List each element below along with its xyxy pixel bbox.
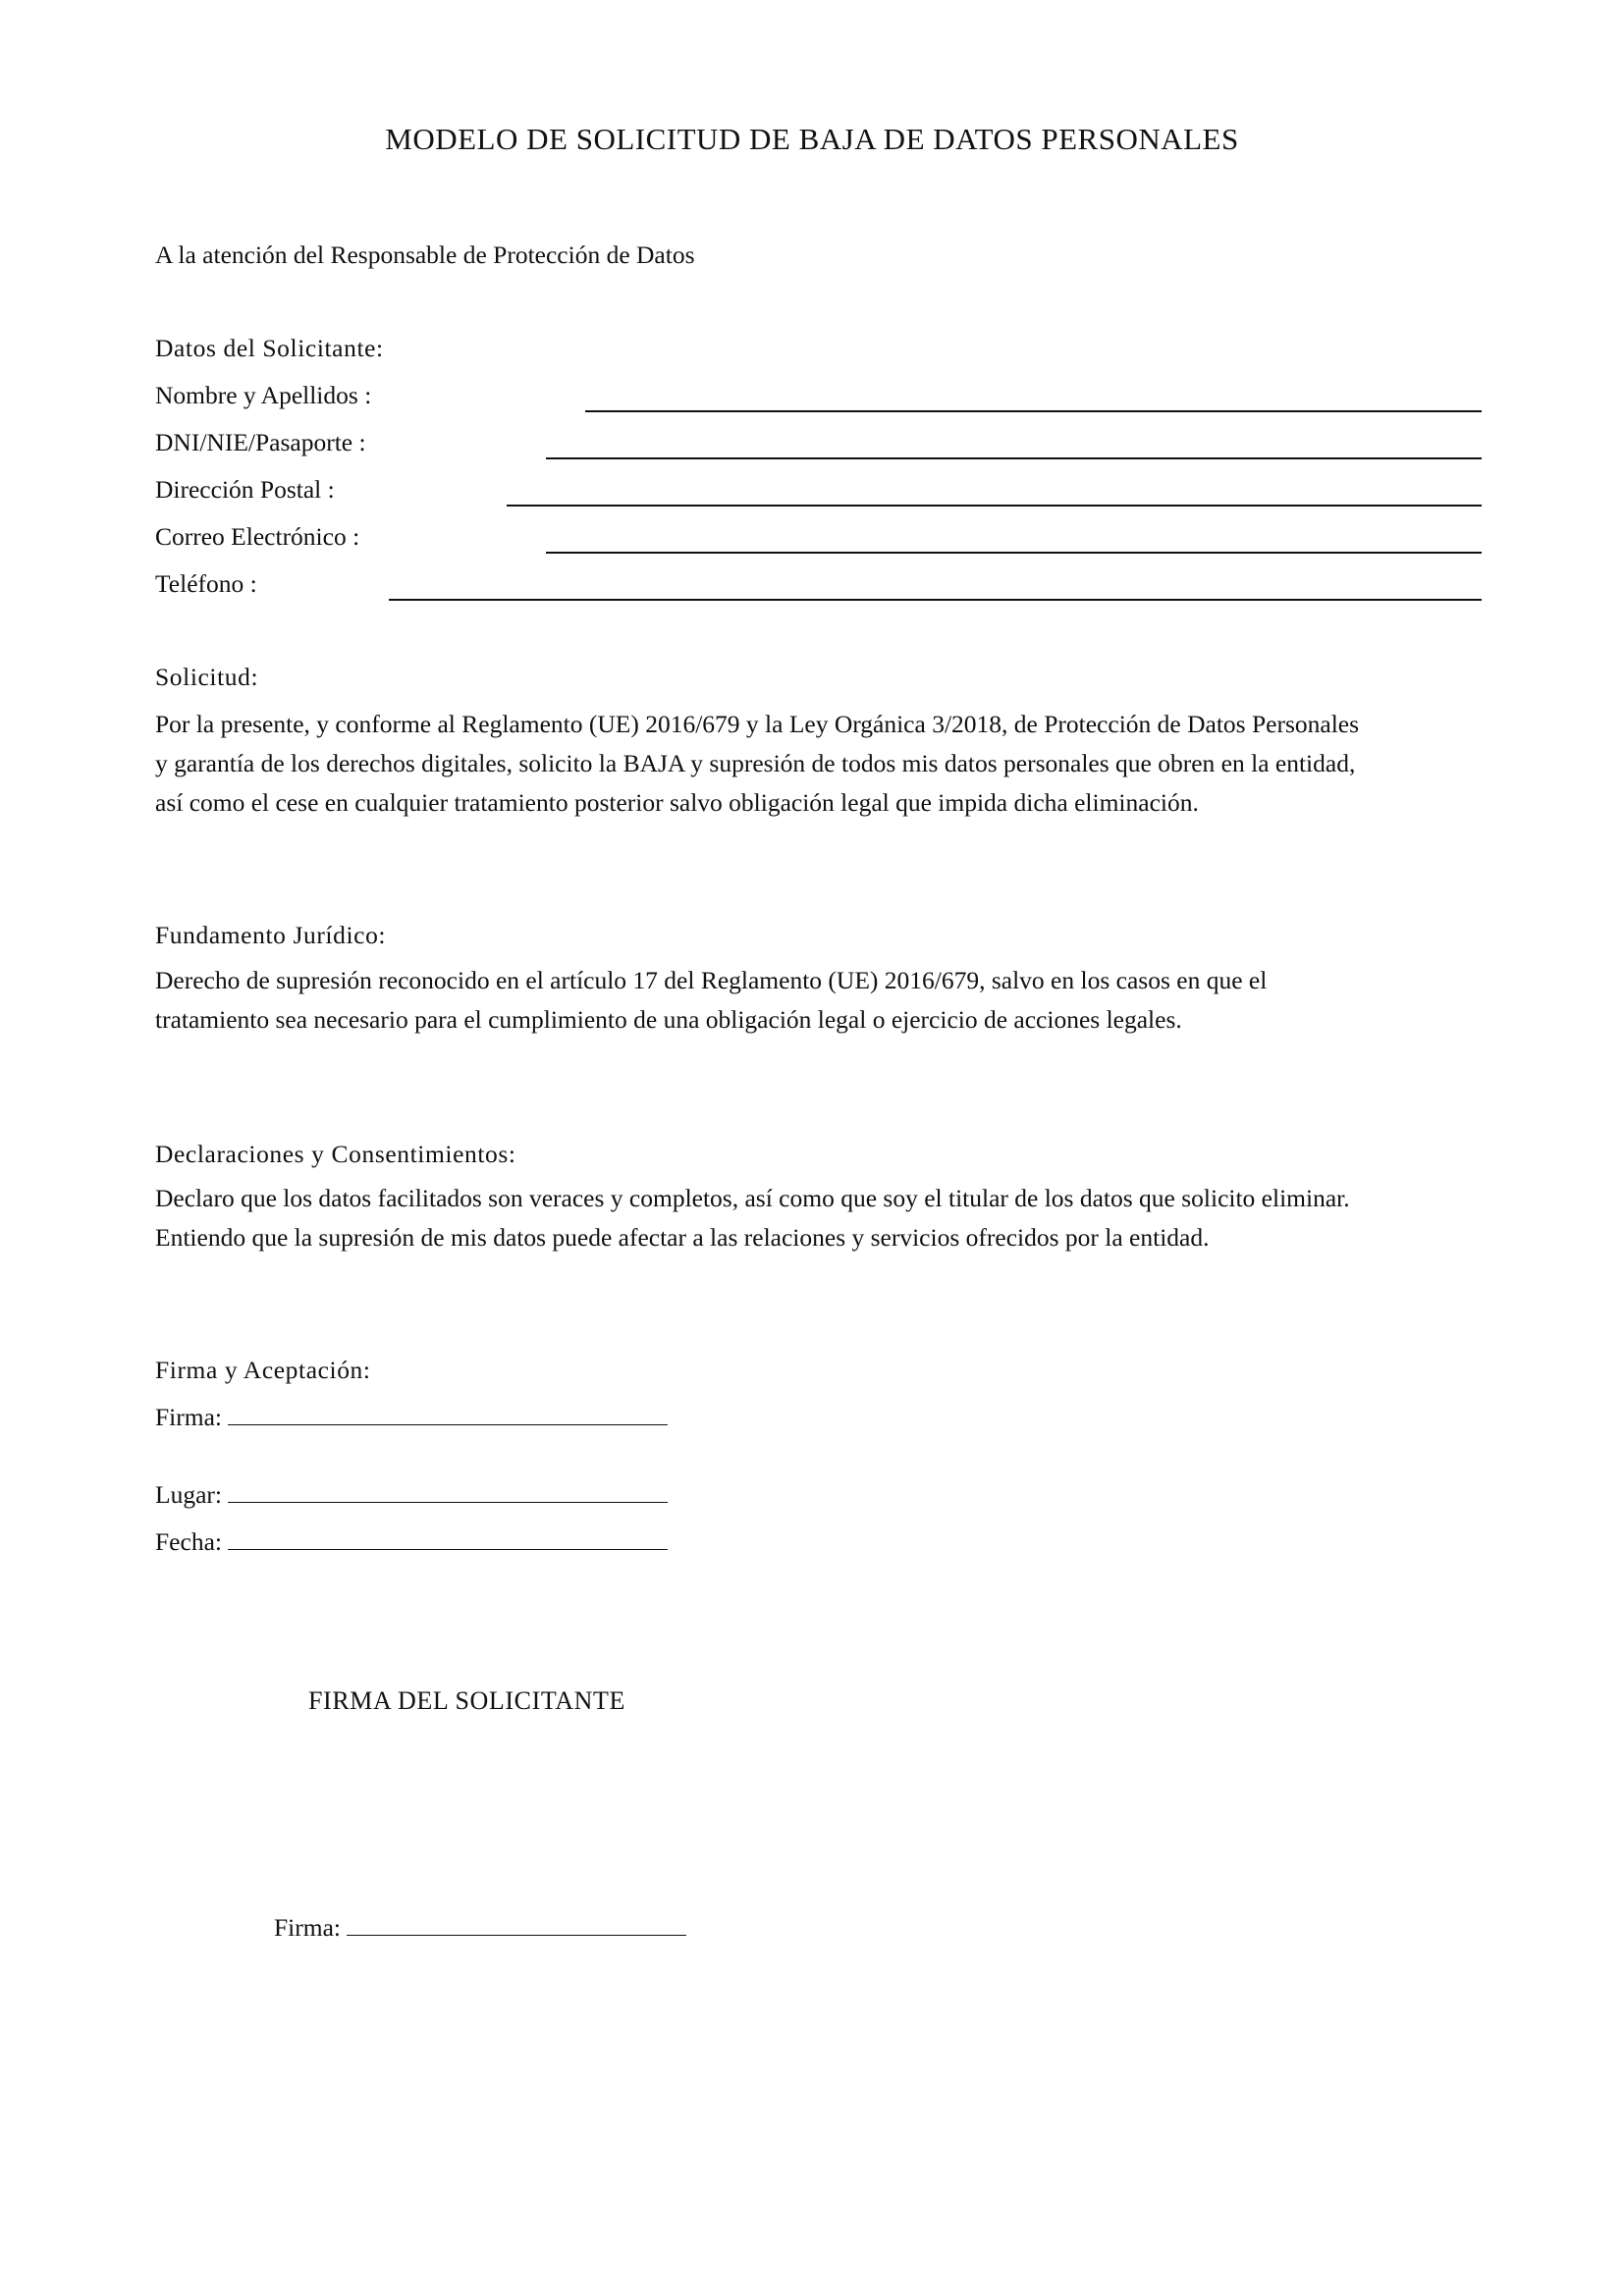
field-label-address: Dirección Postal : xyxy=(155,475,335,504)
request-line: Por la presente, y conforme al Reglamento (UE) 2016/679 y la Ley Orgánica 3/2018, de Protección de Datos Personales xyxy=(155,710,1360,738)
lugar-line[interactable] xyxy=(228,1476,668,1503)
firma-row xyxy=(155,1398,668,1437)
request-line: y garantía de los derechos digitales, solicito la BAJA y supresión de todos mis datos personales que obren en la entidad, xyxy=(155,749,1356,777)
field-line-id[interactable] xyxy=(546,457,1482,459)
signature-heading: Firma y Aceptación: xyxy=(155,1356,371,1384)
fecha-line[interactable] xyxy=(228,1523,668,1550)
document-title: MODELO DE SOLICITUD DE BAJA DE DATOS PERSONALES xyxy=(385,122,1239,156)
lugar-row xyxy=(155,1475,668,1515)
firma-line[interactable] xyxy=(228,1399,668,1425)
legal-basis-heading: Fundamento Jurídico: xyxy=(155,921,387,949)
field-line-address[interactable] xyxy=(507,505,1482,507)
field-line-phone[interactable] xyxy=(389,599,1482,601)
request-paragraph xyxy=(155,705,1481,823)
request-line: así como el cese en cualquier tratamiento posterior salvo obligación legal que impida dicha eliminación. xyxy=(155,788,1199,817)
applicant-firma-line[interactable] xyxy=(347,1909,686,1936)
field-line-email[interactable] xyxy=(546,552,1482,554)
request-heading: Solicitud: xyxy=(155,663,259,691)
legal-basis-line: tratamiento sea necesario para el cumplimiento de una obligación legal o ejercicio de acciones legales. xyxy=(155,1005,1182,1034)
field-label-name: Nombre y Apellidos : xyxy=(155,381,372,409)
fecha-row xyxy=(155,1522,668,1562)
field-label-email: Correo Electrónico : xyxy=(155,522,360,551)
fecha-label: Fecha: xyxy=(155,1527,222,1556)
attention-line: A la atención del Responsable de Protección de Datos xyxy=(155,240,695,269)
declarations-line: Declaro que los datos facilitados son veraces y completos, así como que soy el titular de los datos que solicito eliminar. xyxy=(155,1184,1350,1212)
applicant-firma-label: Firma: xyxy=(274,1913,341,1942)
declarations-paragraph xyxy=(155,1179,1481,1257)
declarations-heading: Declaraciones y Consentimientos: xyxy=(155,1140,516,1168)
legal-basis-line: Derecho de supresión reconocido en el artículo 17 del Reglamento (UE) 2016/679, salvo en los casos en que el xyxy=(155,966,1268,994)
applicant-firma-row xyxy=(274,1908,686,1948)
field-line-name[interactable] xyxy=(585,410,1482,412)
field-label-id: DNI/NIE/Pasaporte : xyxy=(155,428,366,456)
declarations-line: Entiendo que la supresión de mis datos puede afectar a las relaciones y servicios ofrecidos por la entidad. xyxy=(155,1223,1210,1252)
field-label-phone: Teléfono : xyxy=(155,569,257,598)
lugar-label: Lugar: xyxy=(155,1480,222,1509)
legal-basis-paragraph xyxy=(155,961,1481,1040)
applicant-signature-heading: FIRMA DEL SOLICITANTE xyxy=(308,1686,625,1715)
firma-label: Firma: xyxy=(155,1403,222,1431)
applicant-heading: Datos del Solicitante: xyxy=(155,334,384,362)
